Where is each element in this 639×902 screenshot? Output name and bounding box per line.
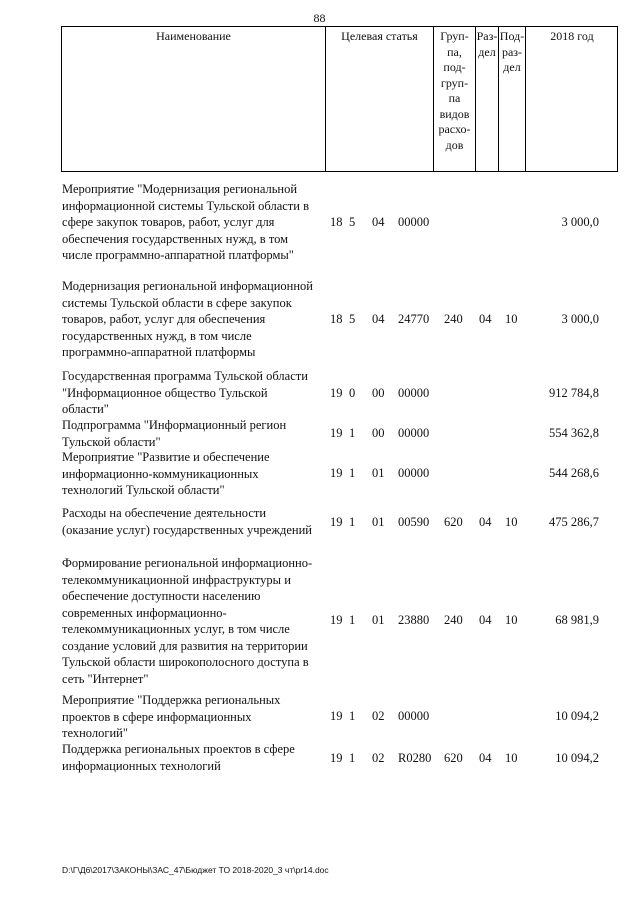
code-subsection: 10 [505,515,518,529]
table-row [0,368,639,418]
code-group: 240 [444,613,463,627]
code-direction: 00590 [398,515,430,529]
code-group: 240 [444,312,463,326]
row-name: Государственная программа Тульской области "Информационное общество Тульской области" [62,369,308,416]
code-program: 19 [330,386,343,400]
amount-2018: 554 362,8 [549,426,599,440]
amount-2018: 68 981,9 [555,613,599,627]
row-name: Мероприятие "Модернизация региональной информационной системы Тульской области в сфере закупок товаров, работ, услуг для обеспечения государственных нужд, в том числе программно-аппаратной платформы" [62,182,309,262]
table-row [0,417,639,451]
code-group: 620 [444,515,463,529]
table-row [0,555,639,689]
header-year: 2018 год [550,29,594,43]
header-target-article: Целевая статья [341,29,418,43]
table-row [0,692,639,742]
code-measure: 00 [372,386,385,400]
code-direction: 23880 [398,613,430,627]
code-subprogram: 1 [349,466,356,480]
amount-2018: 544 268,6 [549,466,599,480]
code-program: 19 [330,709,343,723]
code-subprogram: 1 [349,515,356,529]
row-name: Расходы на обеспечение деятельности (оказание услуг) государственных учреждений [62,506,312,537]
code-direction: 24770 [398,312,430,326]
code-program: 18 [330,215,343,229]
row-name: Подпрограмма "Информационный регион Тульской области" [62,418,287,449]
amount-2018: 912 784,8 [549,386,599,400]
code-subprogram: 1 [349,709,356,723]
row-name: Формирование региональной информационно- телекоммуникационной инфраструктуры и обеспечение доступности населению современных информационно- телекоммуникационных услуг, в том числе создание условий для развития на территории Тульской области широкополосного доступа в сеть "Интернет" [62,556,313,686]
header-subsection: Под- раз- дел [499,29,525,74]
code-direction: 00000 [398,215,430,229]
code-direction: R0280 [398,751,432,765]
table-row [0,741,639,775]
code-direction: 00000 [398,426,430,440]
code-subsection: 10 [505,613,518,627]
amount-2018: 10 094,2 [555,751,599,765]
code-subsection: 10 [505,751,518,765]
row-name: Модернизация региональной информационной системы Тульской области в сфере закупок товаров, работ, услуг для обеспечения государственных нужд, в том числе программно-аппаратной платформы [62,279,313,359]
code-subprogram: 1 [349,613,356,627]
header-group: Груп- па, под- груп- па видов расхо- дов [438,29,471,152]
amount-2018: 3 000,0 [561,215,599,229]
amount-2018: 10 094,2 [555,709,599,723]
code-program: 18 [330,312,343,326]
header-divider [325,26,326,172]
code-measure: 01 [372,466,385,480]
code-section: 04 [479,751,492,765]
code-measure: 01 [372,515,385,529]
table-row [0,449,639,499]
row-name: Мероприятие "Развитие и обеспечение информационно-коммуникационных технологий Тульской области" [62,450,270,497]
code-section: 04 [479,613,492,627]
code-measure: 01 [372,613,385,627]
code-subprogram: 0 [349,386,356,400]
table-row [0,181,639,265]
code-measure: 02 [372,751,385,765]
code-subprogram: 1 [349,426,356,440]
code-program: 19 [330,515,343,529]
code-subprogram: 5 [349,215,356,229]
code-section: 04 [479,515,492,529]
table-header [61,26,618,172]
amount-2018: 3 000,0 [561,312,599,326]
row-name: Мероприятие "Поддержка региональных проектов в сфере информационных технологий" [62,693,281,740]
header-divider [525,26,526,172]
table-row [0,505,639,539]
table-row [0,278,639,362]
header-name: Наименование [156,29,231,43]
row-name: Поддержка региональных проектов в сфере информационных технологий [62,742,295,773]
code-measure: 04 [372,215,385,229]
code-direction: 00000 [398,709,430,723]
footer-file-path: D:\Г\Д6\2017\ЗАКОНЫ\ЗАС_47\Бюджет ТО 2018-2020_3 чт\рr14.doc [62,865,329,875]
code-subprogram: 5 [349,312,356,326]
code-program: 19 [330,613,343,627]
code-measure: 02 [372,709,385,723]
code-program: 19 [330,751,343,765]
header-section: Раз- дел [476,29,498,59]
code-measure: 04 [372,312,385,326]
page-number: 88 [313,11,326,25]
code-program: 19 [330,466,343,480]
code-subprogram: 1 [349,751,356,765]
code-section: 04 [479,312,492,326]
amount-2018: 475 286,7 [549,515,599,529]
code-subsection: 10 [505,312,518,326]
code-measure: 00 [372,426,385,440]
code-direction: 00000 [398,466,430,480]
code-direction: 00000 [398,386,430,400]
code-group: 620 [444,751,463,765]
code-program: 19 [330,426,343,440]
